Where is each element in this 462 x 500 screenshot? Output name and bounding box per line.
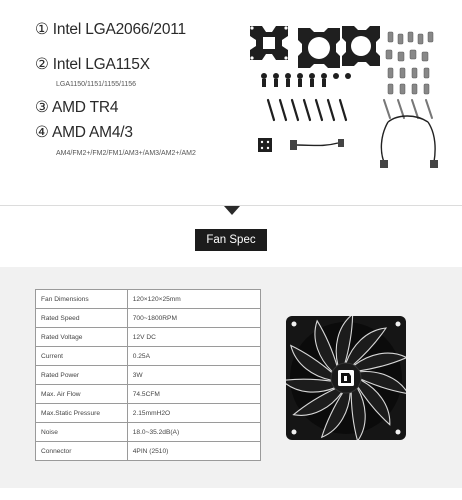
compat-title-intel-2066: ① Intel LGA2066/2011	[35, 21, 186, 38]
fan-spec-table	[35, 289, 261, 461]
compat-title-amd-tr4: ③ AMD TR4	[35, 99, 119, 116]
table-row	[36, 290, 261, 309]
table-row	[36, 309, 261, 328]
spec-value: 4PIN (2510)	[127, 442, 260, 461]
screw-icon	[261, 73, 351, 87]
down-arrow-icon	[224, 206, 240, 215]
thermal-pad-icon	[258, 138, 272, 152]
table-row	[36, 442, 261, 461]
standoff-icon	[386, 32, 433, 94]
spec-key: Fan Dimensions	[36, 290, 128, 309]
spec-value: 0.25A	[127, 347, 260, 366]
spec-value: 3W	[127, 366, 260, 385]
spec-value: 74.5CFM	[127, 385, 260, 404]
spec-key: Max.Static Pressure	[36, 404, 128, 423]
mounting-bracket-icon	[250, 26, 288, 60]
fan-cable-icon	[380, 116, 438, 168]
spec-value: 12V DC	[127, 328, 260, 347]
spec-key: Rated Speed	[36, 309, 128, 328]
spec-key: Noise	[36, 423, 128, 442]
compat-sub-intel-115x: LGA1150/1151/1155/1156	[56, 81, 137, 88]
screw-icon	[384, 100, 432, 118]
spec-value: 18.0~35.2dB(A)	[127, 423, 260, 442]
compat-title-intel-115x: ② Intel LGA115X	[35, 56, 150, 73]
table-row	[36, 347, 261, 366]
spec-key: Rated Power	[36, 366, 128, 385]
fan-spec-banner: Fan Spec	[195, 229, 267, 251]
spec-key: Connector	[36, 442, 128, 461]
screw-icon	[268, 100, 346, 120]
spec-key: Rated Voltage	[36, 328, 128, 347]
table-row	[36, 423, 261, 442]
compat-title-amd-am4: ④ AMD AM4/3	[35, 124, 133, 141]
mounting-kit-illustration	[238, 14, 458, 174]
fan-icon	[286, 316, 406, 440]
spec-key: Max. Air Flow	[36, 385, 128, 404]
spec-key: Current	[36, 347, 128, 366]
mounting-bracket-icon	[298, 28, 340, 68]
table-row	[36, 404, 261, 423]
table-row	[36, 328, 261, 347]
mounting-bracket-icon	[342, 26, 380, 66]
table-row	[36, 385, 261, 404]
table-row	[36, 366, 261, 385]
compatibility-section	[0, 0, 462, 206]
spec-value: 2.15mmH2O	[127, 404, 260, 423]
compat-sub-amd-am4: AM4/FM2+/FM2/FM1/AM3+/AM3/AM2+/AM2	[56, 150, 196, 157]
spec-value: 700~1800RPM	[127, 309, 260, 328]
fan-cable-icon	[290, 139, 344, 150]
spec-value: 120×120×25mm	[127, 290, 260, 309]
